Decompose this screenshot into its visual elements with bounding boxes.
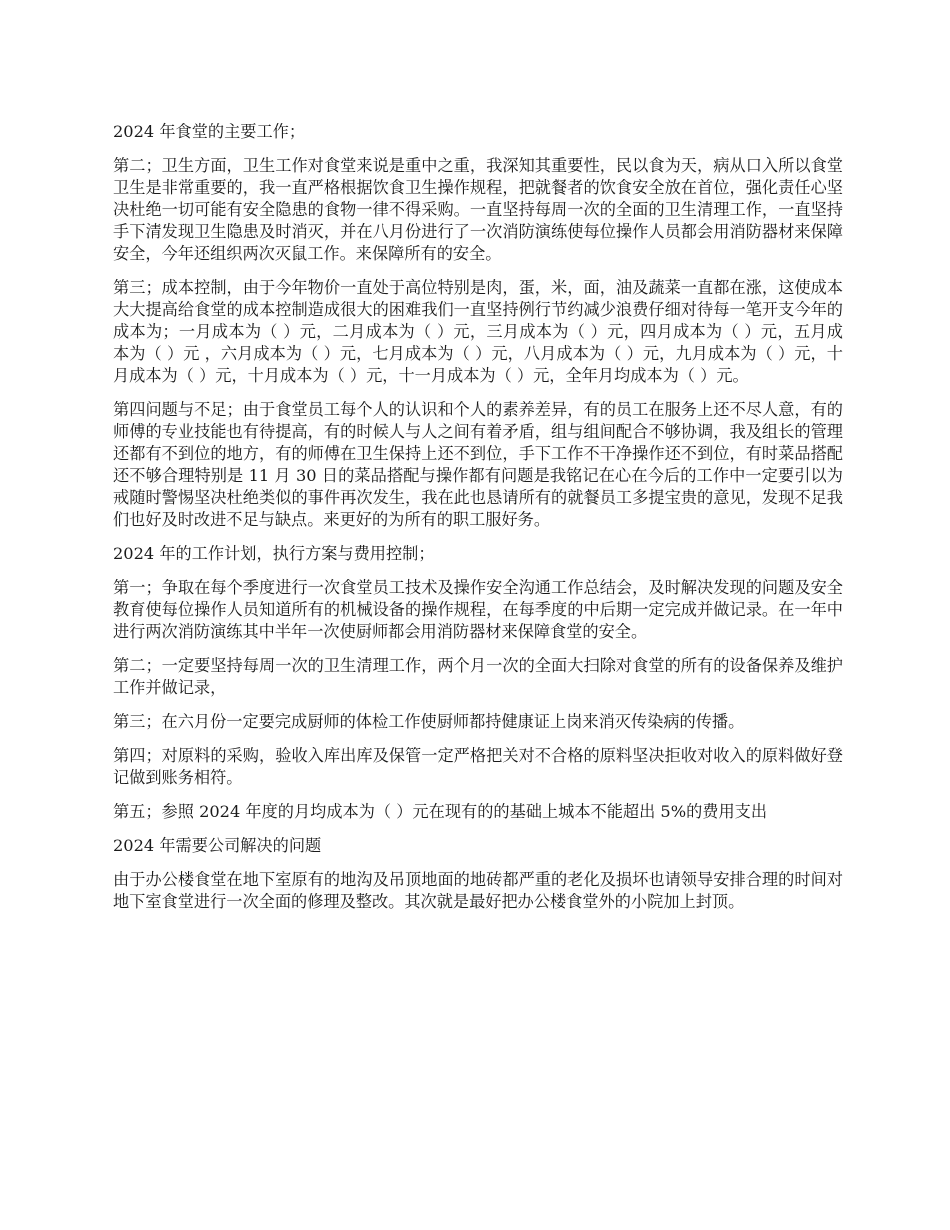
paragraph-issues: 由于办公楼食堂在地下室原有的地沟及吊顶地面的地砖都严重的老化及损坏也请领导安排合理的时间对地下室食堂进行一次全面的修理及整改。其次就是最好把办公楼食堂外的小院加上封顶。 xyxy=(113,870,843,911)
document-body xyxy=(113,121,843,925)
paragraph-plan-second: 第二；一定要坚持每周一次的卫生清理工作，两个月一次的全面大扫除对食堂的所有的设备保养及维护工作并做记录， xyxy=(113,656,843,697)
section-heading-main-work: 2024 年食堂的主要工作； xyxy=(113,122,306,141)
section-heading-work-plan: 2024 年的工作计划，执行方案与费用控制； xyxy=(113,544,435,563)
paragraph-hygiene: 第二；卫生方面，卫生工作对食堂来说是重中之重，我深知其重要性，民以食为天，病从口入所以食堂卫生是非常重要的，我一直严格根据饮食卫生操作规程，把就餐者的饮食安全放在首位，强化责任心坚决杜绝一切可能有安全隐患的食物一律不得采购。一直坚持每周一次的全面的卫生清理工作，一直坚持手下清发现卫生隐患及时消灭，并在八月份进行了一次消防演练使每位操作人员都会用消防器材来保障安全，今年还组织两次灭鼠工作。来保障所有的安全。 xyxy=(113,156,843,263)
paragraph-plan-fourth: 第四；对原料的采购，验收入库出库及保管一定严格把关对不合格的原料坚决拒收对收入的原料做好登记做到账务相符。 xyxy=(113,746,843,787)
paragraph-plan-third: 第三；在六月份一定要完成厨师的体检工作使厨师都持健康证上岗来消灭传染病的传播。 xyxy=(113,712,745,731)
paragraph-plan-fifth: 第五；参照 2024 年度的月均成本为（ ）元在现有的的基础上城本不能超出 5%的费用支出 xyxy=(113,802,768,821)
paragraph-problems: 第四问题与不足；由于食堂员工每个人的认识和个人的素养差异，有的员工在服务上还不尽人意，有的师傅的专业技能也有待提高，有的时候人与人之间有着矛盾，组与组间配合不够协调，我及组长的管理还都有不到位的地方，有的师傅在卫生保持上还不到位，手下工作不干净操作还不到位，有时菜品搭配还不够合理特别是 11 月 30 日的菜品搭配与操作都有问题是我铭记在心在今后的工作中一定要引以为戒随时警惕坚决杜绝类似的事件再次发生，我在此也恳请所有的就餐员工多提宝贵的意见，发现不足我们也好及时改进不足与缺点。来更好的为所有的职工服好务。 xyxy=(113,400,843,529)
paragraph-plan-first: 第一；争取在每个季度进行一次食堂员工技术及操作安全沟通工作总结会，及时解决发现的问题及安全教育使每位操作人员知道所有的机械设备的操作规程，在每季度的中后期一定完成并做记录。在一年中进行两次消防演练其中半年一次使厨师都会用消防器材来保障食堂的安全。 xyxy=(113,578,843,641)
paragraph-cost-control: 第三；成本控制，由于今年物价一直处于高位特别是肉，蛋，米，面，油及蔬菜一直都在涨，这使成本大大提高给食堂的成本控制造成很大的困难我们一直坚持例行节约减少浪费仔细对待每一笔开支今年的成本为；一月成本为（ ）元，二月成本为（ ）元，三月成本为（ ）元，四月成本为（ ）元，五月成本为（ ）元 ，六月成本为（ ）元，七月成本为（ ）元，八月成本为（ ）元，九月成本为（ ）元，十月成本为（ ）元，十月成本为（ ）元，十一月成本为（ ）元，全年月均成本为（ ）元。 xyxy=(113,278,843,385)
section-heading-issues: 2024 年需要公司解决的问题 xyxy=(113,836,322,855)
